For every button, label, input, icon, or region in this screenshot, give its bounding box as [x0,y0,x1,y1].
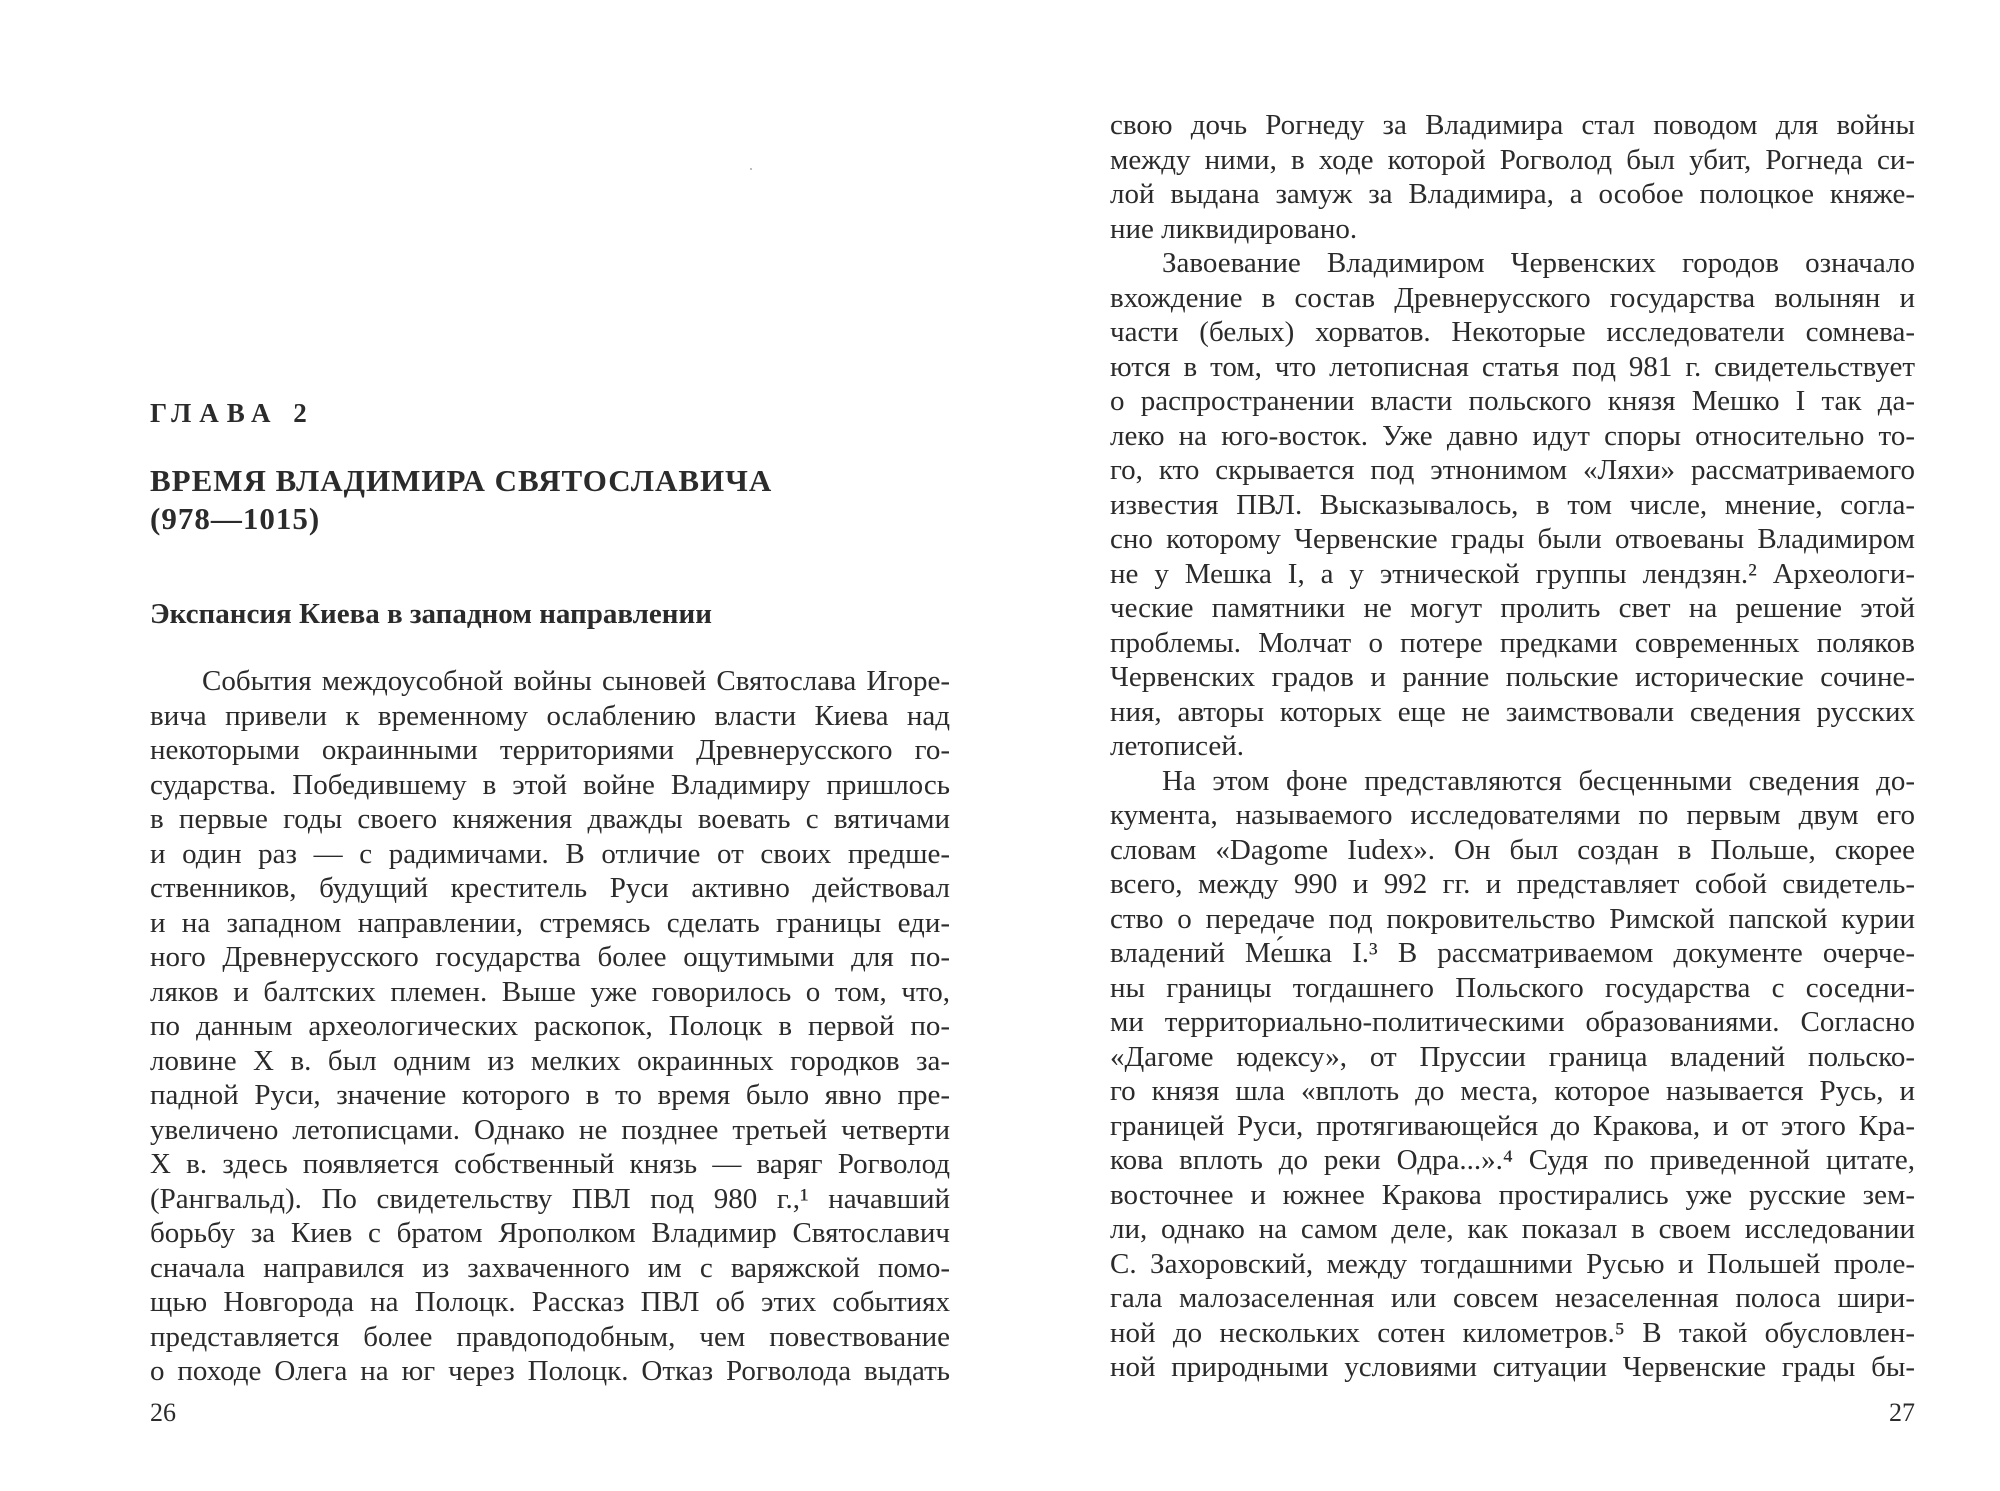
text-line: словам «Dagome Iudex». Он был создан в Польше, скорее [1110,833,1915,866]
text-line: щью Новгорода на Полоцк. Рассказ ПВЛ об этих событиях [150,1286,950,1318]
text-line: сударства. Победившему в этой войне Владимиру пришлось [150,768,950,801]
text-line: Червенских градов и ранние польские исторические сочине- [1110,661,1915,693]
text-line: по данным археологических раскопок, Полоцк в первой по- [150,1010,950,1042]
text-line: (Рангвальд). По свидетельству ПВЛ под 980 г.,¹ начавший [150,1182,950,1215]
text-line: части (белых) хорватов. Некоторые исследователи сомнева- [1110,316,1915,348]
page-number: 26 [150,1398,176,1427]
text-line: восточнее и южнее Кракова простирались уже русские зем- [1110,1178,1915,1211]
text-line: ние ликвидировано. [1110,212,1358,245]
text-line: ловине X в. был одним из мелких окраинных городков за- [150,1044,950,1077]
text-line: не у Мешка I, а у этнической группы лендзян.² Археологи- [1110,557,1915,590]
text-line: лой выдана замуж за Владимира, а особое полоцкое княже- [1110,178,1915,210]
text-line: свою дочь Рогнеду за Владимира стал поводом для войны [1110,109,1915,141]
left-page [150,0,950,1491]
text-line: гала малозаселенная или совсем незаселенная полоса шири- [1110,1282,1915,1314]
text-line: проблемы. Молчат о потере предками современных поляков [1110,626,1915,659]
text-line: в первые годы своего княжения дважды воевать с вятичами [150,803,950,835]
text-line: владений Ме́шка I.³ В рассматриваемом документе очерче- [1110,937,1915,969]
text-line: вича привели к временному ослаблению власти Киева над [150,699,950,732]
text-line: ния, авторы которых еще не заимствовали сведения русских [1110,695,1915,728]
text-line: Завоевание Владимиром Червенских городов означало [1162,247,1915,279]
text-line: го, кто скрывается под этнонимом «Ляхи» рассматриваемого [1110,454,1915,486]
text-line: ство о передаче под покровительство Римской папской курии [1110,902,1915,935]
text-line: ли, однако на самом деле, как показал в своем исследовании [1110,1213,1915,1245]
text-line: ственников, будущий креститель Руси активно действовал [150,872,950,904]
text-line: «Дагоме юдексу», от Пруссии граница владений польско- [1110,1040,1915,1073]
text-line: ческие памятники не могут пролить свет на решение этой [1110,592,1915,624]
text-line: кумента, называемого исследователями по первым двум его [1110,799,1915,831]
text-line: сно которому Червенские грады были отвоеваны Владимиром [1110,523,1915,555]
left-body-text [150,664,950,1389]
text-line: представляется более правдоподобным, чем повествование [150,1320,950,1353]
text-line: борьбу за Киев с братом Ярополком Владимир Святославич [150,1217,950,1249]
text-line: о походе Олега на юг через Полоцк. Отказ Рогволода выдать [150,1355,950,1387]
text-line: леко на юго-восток. Уже давно идут споры относительно то- [1110,419,1915,452]
text-line: ляков и балтских племен. Выше уже говорилось о том, что, [150,975,950,1008]
text-line: го князя шла «вплоть до места, которое называется Русь, и [1110,1075,1915,1107]
text-line: о распространении власти польского князя Мешко I так да- [1110,385,1915,417]
paragraph [1110,108,1915,246]
text-line: ются в том, что летописная статья под 981 г. свидетельствует [1110,350,1915,383]
chapter-title [150,462,772,538]
text-line: и на западном направлении, стремясь сделать границы еди- [150,906,950,939]
text-line: С. Захоровский, между тогдашними Русью и Польшей проле- [1110,1247,1915,1280]
right-page [1110,0,1915,1491]
text-line: границей Руси, протягивающейся до Кракова, и от этого Кра- [1110,1109,1915,1142]
text-line: ми территориально-политическими образованиями. Согласно [1110,1006,1915,1038]
page-number: 27 [1889,1398,1915,1427]
text-line: всего, между 990 и 992 гг. и представляет собой свидетель- [1110,868,1915,900]
text-line: увеличено летописцами. Однако не позднее третьей четверти [150,1113,950,1146]
section-title: Экспансия Киева в западном направлении [150,598,712,630]
text-line: ны границы тогдашнего Польского государства с соседни- [1110,971,1915,1004]
text-line: между ними, в ходе которой Рогволод был убит, Рогнеда си- [1110,143,1915,176]
text-line: летописей. [1110,730,1245,762]
text-line: ного Древнерусского государства более ощутимыми для по- [150,941,950,973]
paragraph [1110,246,1915,764]
text-line: На этом фоне представляются бесценными сведения до- [1162,764,1915,797]
right-body-text [1110,108,1915,1385]
chapter-title-dates: (978—1015) [150,501,321,536]
text-line: и один раз — с радимичами. В отличие от своих предше- [150,837,950,870]
text-line: ной природными условиями ситуации Червенские грады бы- [1110,1351,1915,1383]
text-line: кова вплоть до реки Одра...».⁴ Судя по приведенной цитате, [1110,1144,1915,1176]
text-line: падной Руси, значение которого в то время было явно пре- [150,1079,950,1111]
text-line: вхождение в состав Древнерусского государства волынян и [1110,281,1915,314]
text-line: сначала направился из захваченного им с варяжской помо- [150,1251,950,1284]
text-line: События междоусобной войны сыновей Святослава Игоре- [202,665,950,697]
chapter-label: ГЛАВА 2 [150,398,315,428]
paragraph [1110,764,1915,1385]
text-line: известия ПВЛ. Высказывалось, в том числе, мнение, согла- [1110,488,1915,521]
text-line: X в. здесь появляется собственный князь — варяг Рогволод [150,1148,950,1180]
text-line: ной до нескольких сотен километров.⁵ В такой обусловлен- [1110,1316,1915,1349]
page-speck [750,168,752,170]
text-line: некоторыми окраинными территориями Древнерусского го- [150,734,950,766]
chapter-title-line: ВРЕМЯ ВЛАДИМИРА СВЯТОСЛАВИЧА [150,463,773,498]
